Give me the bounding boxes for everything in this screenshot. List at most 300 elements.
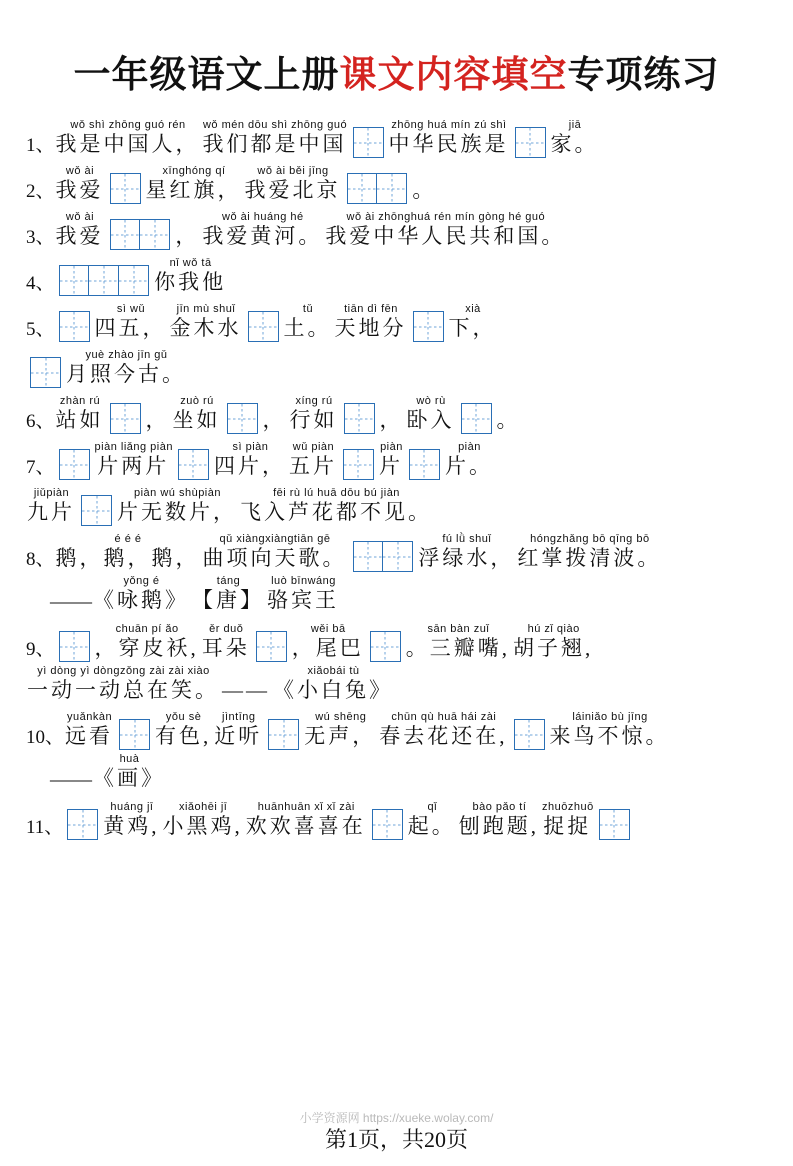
pinyin-text: piàn wú shùpiàn <box>133 487 221 499</box>
blank-box[interactable] <box>139 219 170 250</box>
blank-box[interactable] <box>376 173 407 204</box>
em-dash: —— <box>50 589 92 613</box>
text-chunk <box>245 165 342 204</box>
exercise-row <box>26 390 767 434</box>
hanzi-text: 我们都是中国 <box>202 132 347 156</box>
hanzi-text: 行如 <box>289 408 338 432</box>
blank-box[interactable] <box>599 809 630 840</box>
blank-cell-group[interactable] <box>370 796 405 840</box>
blank-cell-group[interactable] <box>411 298 446 342</box>
text-chunk <box>551 119 600 158</box>
hanzi-text: 胡子翘, <box>513 636 594 660</box>
exercise-row <box>26 252 767 296</box>
tianzige-group[interactable] <box>110 173 141 204</box>
text-chunk <box>292 623 365 662</box>
blank-box[interactable] <box>59 311 90 342</box>
text-chunk <box>56 211 105 250</box>
tianzige-group[interactable] <box>30 357 61 388</box>
blank-box[interactable] <box>227 403 258 434</box>
hanzi-text: 九片 <box>27 500 75 524</box>
pinyin-text: wǒ mén dōu shì zhōng guó <box>202 119 348 131</box>
text-chunk <box>284 303 333 342</box>
hanzi-text: 。三瓣嘴, <box>405 636 511 660</box>
text-chunk <box>163 801 244 840</box>
blank-box[interactable] <box>59 631 90 662</box>
item-number: 2、 <box>26 181 55 202</box>
item-number: 7、 <box>26 457 55 478</box>
blank-cell-group[interactable] <box>368 618 403 662</box>
text-chunk <box>93 575 190 614</box>
tianzige-group[interactable] <box>343 449 374 480</box>
tianzige-group[interactable] <box>515 127 546 158</box>
text-chunk <box>173 395 222 434</box>
pinyin-text: huānhuān xǐ xǐ zài <box>257 801 355 813</box>
blank-box[interactable] <box>353 127 384 158</box>
hanzi-text: 起。 <box>407 814 456 838</box>
blank-box[interactable] <box>344 403 375 434</box>
text-chunk <box>412 165 437 204</box>
blank-cell-group[interactable] <box>597 796 632 840</box>
blank-box[interactable] <box>118 265 149 296</box>
text-chunk <box>408 801 457 840</box>
pinyin-text: piàn <box>458 441 481 453</box>
hanzi-text: 片两片 <box>97 454 170 478</box>
item-number: 3、 <box>26 227 55 248</box>
hanzi-text: 一动一动总在笑。 <box>27 678 219 702</box>
tianzige-group[interactable] <box>81 495 112 526</box>
worksheet-page <box>0 44 793 1166</box>
pinyin-text: hú zǐ qiào <box>527 623 580 635</box>
blank-box[interactable] <box>67 809 98 840</box>
pinyin-text: xiǎohēi jī <box>178 801 228 813</box>
text-chunk <box>267 575 340 614</box>
tianzige-group[interactable] <box>599 809 630 840</box>
text-chunk <box>407 395 456 434</box>
text-chunk <box>56 165 105 204</box>
hanzi-text: 小黑鸡, <box>162 814 243 838</box>
hanzi-text: 红掌拨清波。 <box>517 546 662 570</box>
blank-box[interactable] <box>81 495 112 526</box>
hanzi-text: 片。 <box>444 454 493 478</box>
exercise-row <box>26 344 767 388</box>
pinyin-text: piàn <box>380 441 403 453</box>
pinyin-text: yuè zhào jīn gǔ <box>85 349 168 361</box>
page-number: 第1页，共20页 <box>324 1127 468 1152</box>
tianzige-group[interactable] <box>110 219 171 250</box>
tianzige-group[interactable] <box>514 719 545 750</box>
pinyin-text: xiǎobái tù <box>307 665 360 677</box>
pinyin-text: sān bàn zuǐ <box>427 623 490 635</box>
text-chunk <box>56 119 201 158</box>
blank-cell-group[interactable] <box>65 796 100 840</box>
tianzige-group[interactable] <box>413 311 444 342</box>
hanzi-text: 天地分 <box>334 316 407 340</box>
blank-cell-group[interactable] <box>57 298 92 342</box>
hanzi-text: 下， <box>448 316 497 340</box>
pinyin-text: wò rù <box>416 395 446 407</box>
watermark: 小学资源网 https://xueke.wolay.com/ <box>299 1111 494 1125</box>
hanzi-text: 有色, <box>155 724 212 748</box>
blank-cell-group[interactable] <box>176 436 211 480</box>
tianzige-group[interactable] <box>370 631 401 662</box>
hanzi-text: 我爱黄河。 <box>202 224 323 248</box>
blank-box[interactable] <box>248 311 279 342</box>
hanzi-text: 四五， <box>94 316 167 340</box>
hanzi-text: 中华民族是 <box>388 132 509 156</box>
blank-box[interactable] <box>110 173 141 204</box>
tianzige-group[interactable] <box>110 403 141 434</box>
pinyin-text: zhuōzhuō <box>542 801 594 813</box>
pinyin-text: wǒ ài <box>65 211 95 223</box>
blank-cell-group[interactable] <box>266 706 301 750</box>
hanzi-text: 我爱 <box>55 224 104 248</box>
exercise-row <box>26 114 767 158</box>
hanzi-text: ， <box>145 408 170 432</box>
pinyin-text: xià <box>465 303 481 315</box>
pinyin-text: jìntīng <box>222 711 256 723</box>
blank-box[interactable] <box>268 719 299 750</box>
source-line <box>50 574 767 614</box>
hanzi-text: 捉捉 <box>543 814 592 838</box>
text-chunk <box>379 711 508 750</box>
blank-cell-group[interactable] <box>351 528 416 572</box>
hanzi-text: 来鸟不惊。 <box>549 724 670 748</box>
item-number: 6、 <box>26 411 55 432</box>
text-chunk <box>246 801 367 840</box>
pinyin-text: hóngzhǎng bō qīng bō <box>530 533 650 545</box>
text-chunk <box>66 349 187 388</box>
title-highlight: 课文内容填空 <box>339 55 568 96</box>
text-chunk <box>304 711 377 750</box>
hanzi-text: ， <box>175 224 200 248</box>
text-chunk <box>406 623 511 662</box>
text-chunk <box>93 753 166 792</box>
text-chunk <box>27 487 76 526</box>
pinyin-text: wǒ ài zhōnghuá rén mín gòng hé guó <box>346 211 546 223</box>
exercise-row <box>26 436 767 480</box>
hanzi-text: 五片 <box>288 454 337 478</box>
pinyin-text: yuǎnkàn <box>66 711 113 723</box>
hanzi-text: 片无数片， <box>117 500 237 524</box>
hanzi-text: 我是中国人， <box>55 132 200 156</box>
text-chunk <box>175 211 200 250</box>
pinyin-text: láiniǎo bù jīng <box>572 711 648 723</box>
hanzi-text: ， <box>262 408 287 432</box>
pinyin-text: jiǔpiàn <box>33 487 70 499</box>
blank-box[interactable] <box>59 449 90 480</box>
text-chunk <box>170 303 243 342</box>
hanzi-text: 浮绿水， <box>418 546 515 570</box>
blank-cell-group[interactable] <box>341 436 376 480</box>
hanzi-text: 坐如 <box>172 408 221 432</box>
tianzige-group[interactable] <box>178 449 209 480</box>
hanzi-text: 鹅，鹅，鹅， <box>55 546 200 570</box>
pinyin-text: yǒng é <box>123 575 160 587</box>
pinyin-text: táng <box>216 575 241 587</box>
pinyin-text: bào pǎo tí <box>472 801 527 813</box>
exercise-row <box>26 482 767 526</box>
pinyin-text: wǔ piàn <box>292 441 335 453</box>
pinyin-text: huáng jī <box>110 801 154 813</box>
item-number: 9、 <box>26 639 55 660</box>
blank-cell-group[interactable] <box>28 344 63 388</box>
pinyin-text: zuò rú <box>180 395 214 407</box>
pinyin-text: wú shēng <box>315 711 367 723</box>
pinyin-text: tiān dì fēn <box>344 303 398 315</box>
pinyin-text: chuān pí ǎo <box>115 623 179 635</box>
title-part2: 专项练习 <box>567 55 720 96</box>
exercise-row <box>26 206 767 250</box>
text-chunk <box>146 395 171 434</box>
text-chunk <box>513 623 594 662</box>
item-number: 5、 <box>26 319 55 340</box>
pinyin-text: qǐ <box>427 801 438 813</box>
em-dash: —— <box>50 767 92 791</box>
text-chunk <box>497 395 522 434</box>
blank-box[interactable] <box>178 449 209 480</box>
text-chunk <box>202 623 251 662</box>
tianzige-group[interactable] <box>347 173 408 204</box>
hanzi-text: 站如 <box>55 408 104 432</box>
blank-box[interactable] <box>353 541 384 572</box>
tianzige-group[interactable] <box>59 265 150 296</box>
text-chunk <box>95 623 200 662</box>
exercise-row <box>26 618 767 662</box>
tianzige-group[interactable] <box>227 403 258 434</box>
text-chunk <box>389 119 510 158</box>
tianzige-group[interactable] <box>268 719 299 750</box>
blank-box[interactable] <box>110 219 141 250</box>
item-number: 8、 <box>26 549 55 570</box>
text-chunk <box>380 395 405 434</box>
hanzi-text: ， <box>379 408 404 432</box>
hanzi-text: 《小白兔》 <box>273 678 393 702</box>
text-chunk <box>289 441 338 480</box>
tianzige-group[interactable] <box>59 311 90 342</box>
hanzi-text: 我爱北京 <box>244 178 341 202</box>
text-chunk <box>459 801 540 840</box>
text-chunk <box>273 665 394 704</box>
hanzi-text: 家。 <box>550 132 599 156</box>
blank-box[interactable] <box>30 357 61 388</box>
tianzige-group[interactable] <box>59 631 90 662</box>
blank-box[interactable] <box>119 719 150 750</box>
tianzige-group[interactable] <box>248 311 279 342</box>
text-chunk <box>335 303 408 342</box>
text-chunk <box>154 257 227 296</box>
pinyin-text: chūn qù huā hái zài <box>391 711 497 723</box>
hanzi-text: 星红旗， <box>145 178 242 202</box>
exercise-row <box>26 160 767 204</box>
blank-cell-group[interactable] <box>225 390 260 434</box>
hanzi-text: 春去花还在, <box>379 724 508 748</box>
item-number: 1、 <box>26 135 55 156</box>
pinyin-text: qǔ xiàngxiàngtiān gē <box>219 533 331 545</box>
hanzi-text: 月照今古。 <box>66 362 186 386</box>
text-chunk <box>95 303 168 342</box>
pinyin-text: wǒ ài běi jīng <box>257 165 329 177</box>
pinyin-text: xīnghóng qí <box>162 165 226 177</box>
tianzige-group[interactable] <box>59 449 90 480</box>
text-chunk <box>95 441 173 480</box>
text-chunk <box>65 711 114 750</box>
blank-box[interactable] <box>413 311 444 342</box>
pinyin-text: xíng rú <box>295 395 333 407</box>
blank-box[interactable] <box>372 809 403 840</box>
blank-box[interactable] <box>347 173 378 204</box>
pinyin-text: wǒ ài huáng hé <box>222 211 304 223</box>
blank-box[interactable] <box>461 403 492 434</box>
blank-cell-group[interactable] <box>345 160 410 204</box>
exercise-row <box>26 706 767 750</box>
blank-cell-group[interactable] <box>57 252 152 296</box>
hanzi-text: 。 <box>412 178 437 202</box>
blank-box[interactable] <box>59 265 90 296</box>
hanzi-text: 你我他 <box>154 270 227 294</box>
blank-cell-group[interactable] <box>459 390 494 434</box>
hanzi-text: ，尾巴 <box>291 636 364 660</box>
text-chunk <box>542 801 594 840</box>
tianzige-group[interactable] <box>409 449 440 480</box>
tianzige-group[interactable] <box>67 809 98 840</box>
text-chunk <box>155 711 212 750</box>
text-chunk <box>550 711 671 750</box>
pinyin-text: yǒu sè <box>165 711 202 723</box>
blank-box[interactable] <box>256 631 287 662</box>
hanzi-text: 四片， <box>213 454 286 478</box>
blank-box[interactable] <box>343 449 374 480</box>
source-line <box>50 752 767 792</box>
text-chunk <box>214 711 263 750</box>
text-chunk <box>445 441 494 480</box>
pinyin-text: ěr duǒ <box>209 623 244 635</box>
hanzi-text: —— <box>222 678 270 702</box>
text-chunk <box>146 165 243 204</box>
tianzige-group[interactable] <box>344 403 375 434</box>
text-chunk <box>203 119 348 158</box>
text-chunk <box>379 441 404 480</box>
exercise-row <box>26 528 767 572</box>
blank-cell-group[interactable] <box>57 436 92 480</box>
text-chunk <box>290 395 339 434</box>
hanzi-text: 飞入芦花都不见。 <box>240 500 432 524</box>
pinyin-text: é é é <box>114 533 142 545</box>
blank-box[interactable] <box>382 541 413 572</box>
item-number: 4、 <box>26 273 55 294</box>
hanzi-text: 近听 <box>214 724 263 748</box>
text-chunk <box>240 487 433 526</box>
blank-cell-group[interactable] <box>512 706 547 750</box>
text-chunk <box>27 665 220 704</box>
blank-cell-group[interactable] <box>342 390 377 434</box>
pinyin-text: sì piàn <box>232 441 269 453</box>
hanzi-text: 我爱 <box>55 178 104 202</box>
exercise-row <box>26 664 767 704</box>
hanzi-text: 片 <box>378 454 403 478</box>
hanzi-text: 刨跑题, <box>458 814 540 838</box>
pinyin-text: sì wǔ <box>116 303 146 315</box>
hanzi-text: ，穿皮袄, <box>94 636 199 660</box>
pinyin-text: huà <box>119 753 140 765</box>
text-chunk <box>263 395 288 434</box>
tianzige-group[interactable] <box>353 541 414 572</box>
blank-cell-group[interactable] <box>351 114 386 158</box>
text-chunk <box>103 801 160 840</box>
blank-cell-group[interactable] <box>108 390 143 434</box>
blank-box[interactable] <box>515 127 546 158</box>
tianzige-group[interactable] <box>256 631 287 662</box>
item-number: 11、 <box>26 817 64 838</box>
pinyin-text: jiā <box>568 119 582 131</box>
pinyin-text: zhàn rú <box>59 395 101 407</box>
pinyin-text: tǔ <box>302 303 314 315</box>
blank-cell-group[interactable] <box>407 436 442 480</box>
text-chunk <box>192 575 265 614</box>
text-chunk <box>222 665 271 704</box>
hanzi-text: 卧入 <box>406 408 455 432</box>
blank-box[interactable] <box>370 631 401 662</box>
blank-cell-group[interactable] <box>108 206 173 250</box>
pinyin-text: yì dòng yì dòngzǒng zài zài xiào <box>37 665 210 677</box>
pinyin-text: nǐ wǒ tā <box>169 257 212 269</box>
text-chunk <box>117 487 238 526</box>
blank-cell-group[interactable] <box>117 706 152 750</box>
blank-box[interactable] <box>88 265 119 296</box>
hanzi-text: 。 <box>496 408 521 432</box>
blank-cell-group[interactable] <box>108 160 143 204</box>
blank-box[interactable] <box>514 719 545 750</box>
hanzi-text: 黄鸡, <box>103 814 160 838</box>
text-chunk <box>517 533 662 572</box>
hanzi-text: 耳朵 <box>201 636 250 660</box>
hanzi-text: 无声， <box>304 724 377 748</box>
hanzi-text: 我爱中华人民共和国。 <box>325 224 566 248</box>
text-chunk <box>203 533 348 572</box>
hanzi-text: 曲项向天歌。 <box>202 546 347 570</box>
item-number: 10、 <box>26 727 65 748</box>
blank-cell-group[interactable] <box>513 114 548 158</box>
pinyin-text: fēi rù lú huā dōu bú jiàn <box>273 487 400 499</box>
tianzige-group[interactable] <box>353 127 384 158</box>
page-title <box>26 44 767 98</box>
text-chunk <box>202 211 323 250</box>
tianzige-group[interactable] <box>119 719 150 750</box>
hanzi-text: 土。 <box>283 316 332 340</box>
hanzi-text: 远看 <box>65 724 114 748</box>
exercise-list <box>26 114 767 840</box>
pinyin-text: wǒ shì zhōng guó rén <box>70 119 186 131</box>
pinyin-text: wǒ ài <box>65 165 95 177</box>
text-chunk <box>56 533 201 572</box>
hanzi-text: 《咏鹅》 <box>93 588 189 612</box>
pinyin-text: wěi bā <box>310 623 346 635</box>
blank-cell-group[interactable] <box>246 298 281 342</box>
tianzige-group[interactable] <box>372 809 403 840</box>
text-chunk <box>325 211 566 250</box>
title-part1: 一年级语文上册 <box>73 55 340 96</box>
pinyin-text: zhōng huá mín zú shì <box>391 119 507 131</box>
blank-box[interactable] <box>409 449 440 480</box>
blank-cell-group[interactable] <box>79 482 114 526</box>
hanzi-text: 金木水 <box>169 316 242 340</box>
text-chunk <box>418 533 515 572</box>
tianzige-group[interactable] <box>461 403 492 434</box>
blank-cell-group[interactable] <box>57 618 92 662</box>
blank-cell-group[interactable] <box>254 618 289 662</box>
hanzi-text: 骆宾王 <box>267 588 339 612</box>
blank-box[interactable] <box>110 403 141 434</box>
hanzi-text: 《画》 <box>93 766 165 790</box>
